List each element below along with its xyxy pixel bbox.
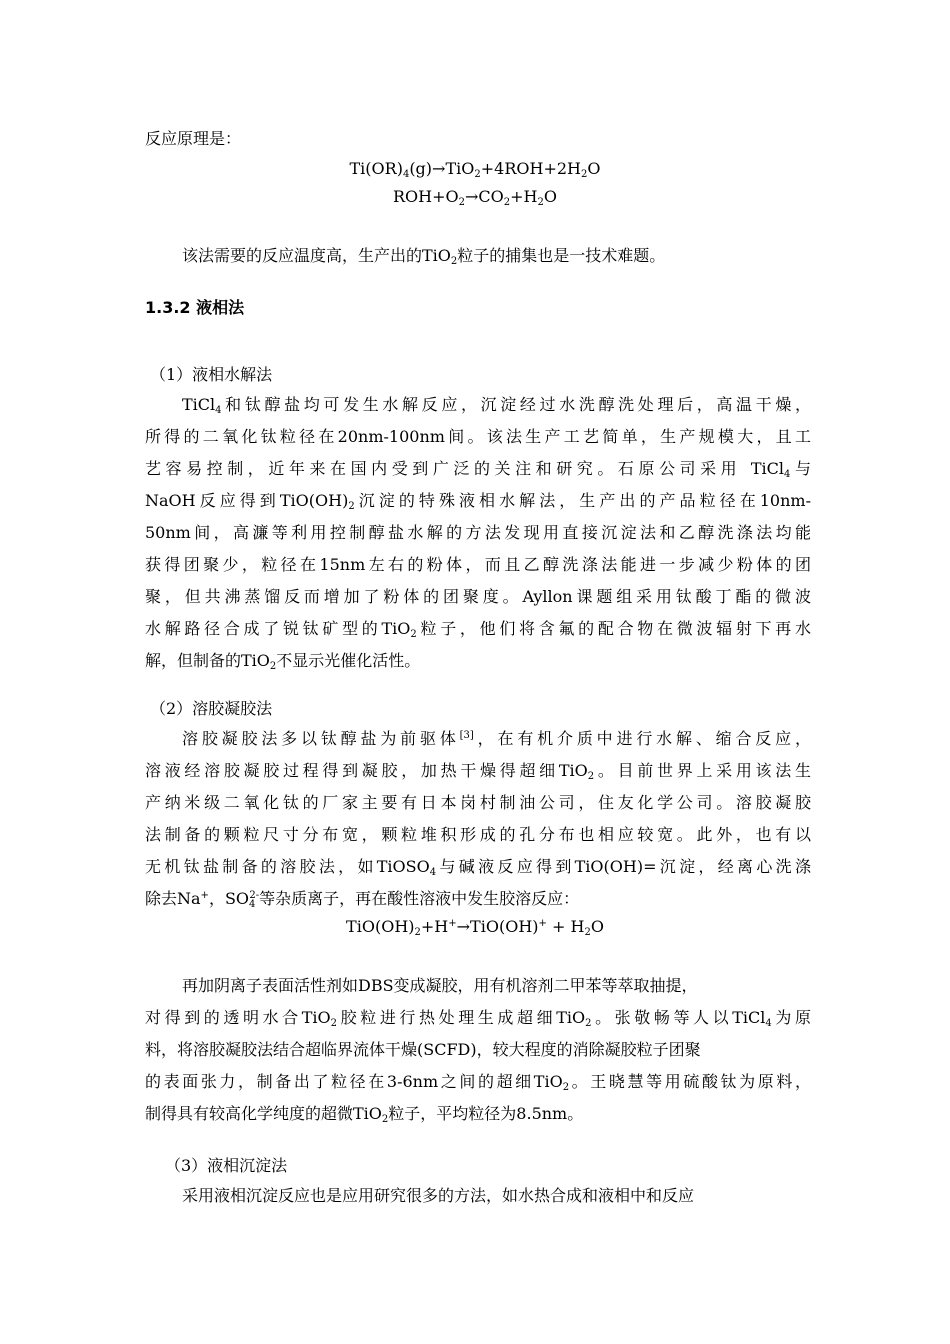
text-line: 制得具有较高化学纯度的超微TiO$_2$粒子，平均粒径为8.5nm。 <box>145 1104 584 1125</box>
equation-1: $Ti(OR)_4(g)\to TiO_2+4ROH+2H_2O$ <box>349 159 601 180</box>
subsection-title: （3）液相沉淀法 <box>165 1156 288 1175</box>
text-line: 获得团聚少，粒径在15nm左右的粉体，而且乙醇洗涤法能进一步减少粉体的团 <box>145 555 811 574</box>
text-line: 对得到的透明水合TiO$_2$胶粒进行热处理生成超细TiO$_2$。张敬畅等人以TiCl$_4$为原 <box>145 1008 811 1029</box>
text-line: 除去Na+，$SO_4^{2-}$等杂质离子，再在酸性溶液中发生胶溶反应： <box>145 889 580 910</box>
text-line: 的表面张力，制备出了粒径在3-6nm之间的超细TiO$_2$。王晓慧等用硫酸钛为原料， <box>145 1072 811 1093</box>
equation-3: $TiO(OH)_2+H^+\to TiO(OH)^+ + H_2O$ <box>346 917 604 938</box>
text-line: 料，将溶胶凝胶法结合超临界流体干燥(SCFD)，较大程度的消除凝胶粒子团聚 <box>145 1040 701 1059</box>
text-line: 反应原理是： <box>145 129 242 148</box>
equation-2: $ROH+O_2\to CO_2+H_2O$ <box>392 187 557 208</box>
subsection-title: （1）液相水解法 <box>150 365 273 384</box>
text-line: TiCl$_4$和钛醇盐均可发生水解反应，沉淀经过水洗醇洗处理后，高温干燥， <box>182 395 811 416</box>
text-line: 艺容易控制，近年来在国内受到广泛的关注和研究。石原公司采用 TiCl$_4$与 <box>145 459 811 480</box>
text-line: 聚，但共沸蒸馏反而增加了粉体的团聚度。Ayllon课题组采用钛酸丁酯的微波 <box>145 587 811 606</box>
text-line: 溶液经溶胶凝胶过程得到凝胶，加热干燥得超细TiO$_2$。目前世界上采用该法生 <box>145 761 811 782</box>
text-line: 50nm间，高濂等利用控制醇盐水解的方法发现用直接沉淀法和乙醇洗涤法均能 <box>145 523 811 542</box>
text-line: 再加阴离子表面活性剂如DBS变成凝胶，用有机溶剂二甲苯等萃取抽提， <box>182 976 698 995</box>
text-line: 采用液相沉淀反应也是应用研究很多的方法，如水热合成和液相中和反应 <box>182 1186 695 1205</box>
text-line: 无机钛盐制备的溶胶法，如TiOSO$_4$与碱液反应得到TiO(OH)=沉淀，经离心洗涤 <box>145 857 811 878</box>
text-line: 溶胶凝胶法多以钛醇盐为前驱体[3]，在有机介质中进行水解、缩合反应， <box>182 729 811 748</box>
text-line: NaOH反应得到$TiO(OH)_2$沉淀的特殊液相水解法，生产出的产品粒径在10nm- <box>145 491 811 512</box>
text-line: 所得的二氧化钛粒径在20nm-100nm间。该法生产工艺简单，生产规模大，且工 <box>145 427 811 446</box>
text-line: 解，但制备的TiO$_2$不显示光催化活性。 <box>145 651 421 672</box>
text-line: 水解路径合成了锐钛矿型的TiO$_2$粒子，他们将含氟的配合物在微波辐射下再水 <box>145 619 811 640</box>
text-line: 该法需要的反应温度高，生产出的TiO$_2$粒子的捕集也是一技术难题。 <box>182 246 666 267</box>
subsection-title: （2）溶胶凝胶法 <box>150 699 273 718</box>
section-heading: 1.3.2 液相法 <box>145 298 245 317</box>
text-line: 产纳米级二氧化钛的厂家主要有日本岗村制油公司，住友化学公司。溶胶凝胶 <box>145 793 811 812</box>
text-line: 法制备的颗粒尺寸分布宽，颗粒堆积形成的孔分布也相应较宽。此外，也有以 <box>145 825 811 844</box>
